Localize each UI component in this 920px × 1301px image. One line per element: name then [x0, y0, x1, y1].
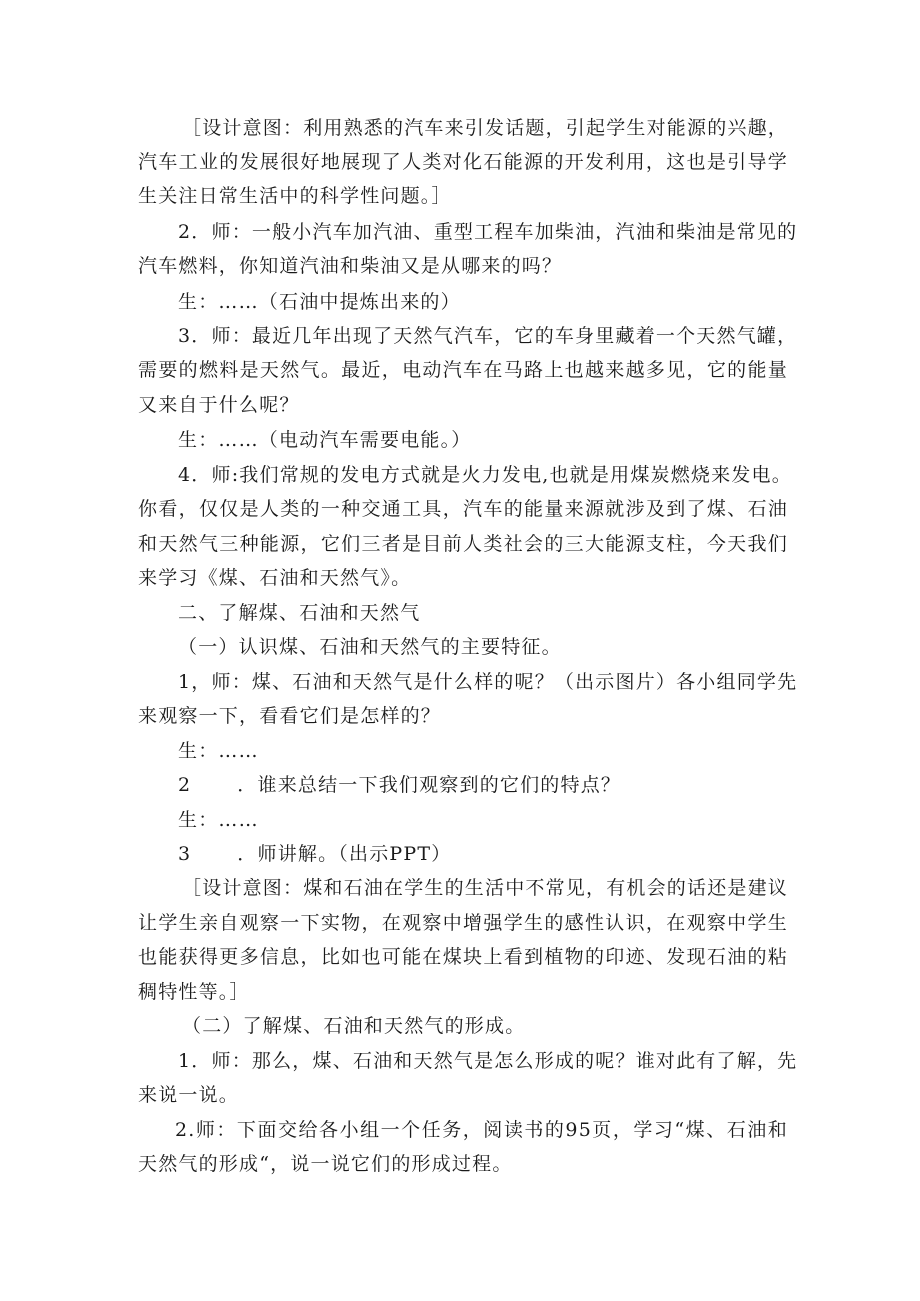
text-line: ．师讲解。（出示PPT） — [237, 843, 452, 865]
text-line: 2.师：下面交给各小组一个任务，阅读书的95页，学习“煤、石油和 — [175, 1119, 788, 1141]
text-line: 3．师：最近几年出现了天然气汽车，它的车身里藏着一个天然气罐， — [178, 325, 798, 347]
item-number: 2 — [178, 774, 192, 796]
text-line: ．谁来总结一下我们观察到的它们的特点？ — [237, 774, 622, 796]
subsection-heading: （二）了解煤、石油和天然气的形成。 — [182, 1015, 526, 1037]
student-answer: 生：……（石油中提炼出来的） — [178, 291, 461, 313]
teacher-question-paragraph — [178, 842, 828, 866]
item-number: 3 — [178, 843, 192, 865]
text-line: 4．师:我们常规的发电方式就是火力发电,也就是用煤炭燃烧来发电。 — [178, 464, 792, 486]
text-line: 也能获得更多信息，比如也可能在煤块上看到植物的印迹、发现石油的粘 — [138, 946, 788, 968]
text-line: ［设计意图：利用熟悉的汽车来引发话题，引起学生对能源的兴趣， — [182, 117, 789, 139]
text-line: 天然气的形成“，说一说它们的形成过程。 — [138, 1153, 513, 1175]
section-heading: 二、了解煤、石油和天然气 — [178, 602, 421, 624]
text-line: 2．师：一般小汽车加汽油、重型工程车加柴油，汽油和柴油是常见的 — [178, 221, 798, 243]
text-line: 汽车工业的发展很好地展现了人类对化石能源的开发利用，这也是引导学 — [138, 151, 788, 173]
text-line: 生关注日常生活中的科学性问题。］ — [138, 185, 452, 207]
text-line: 和天然气三种能源，它们三者是目前人类社会的三大能源支柱，今天我们 — [138, 533, 788, 555]
text-line: 1，师：煤、石油和天然气是什么样的呢？（出示图片）各小组同学先 — [178, 671, 798, 693]
text-line: 让学生亲自观察一下实物，在观察中增强学生的感性认识，在观察中学生 — [138, 912, 788, 934]
text-line: 需要的燃料是天然气。最近，电动汽车在马路上也越来越多见，它的能量 — [138, 359, 788, 381]
subsection-heading: （一）认识煤、石油和天然气的主要特征。 — [178, 636, 562, 658]
text-line: 来学习《煤、石油和天然气》。 — [138, 567, 412, 589]
text-line: 汽车燃料，你知道汽油和柴油又是从哪来的吗？ — [138, 255, 563, 277]
text-line: 又来自于什么呢？ — [138, 394, 300, 416]
student-answer: 生：……（电动汽车需要电能。） — [178, 429, 472, 451]
text-line: ［设计意图：煤和石油在学生的生活中不常见，有机会的话还是建议 — [182, 877, 789, 899]
student-answer: 生：…… — [178, 740, 259, 762]
student-answer: 生：…… — [178, 809, 259, 831]
text-line: 你看，仅仅是人类的一种交通工具，汽车的能量来源就涉及到了煤、石油 — [138, 498, 788, 520]
text-line: 来说一说。 — [138, 1084, 240, 1106]
teacher-question-paragraph — [178, 773, 828, 797]
text-line: 稠特性等。］ — [138, 981, 250, 1003]
text-line: 1．师：那么，煤、石油和天然气是怎么形成的呢？谁对此有了解，先 — [178, 1050, 798, 1072]
text-line: 来观察一下，看看它们是怎样的？ — [138, 705, 442, 727]
